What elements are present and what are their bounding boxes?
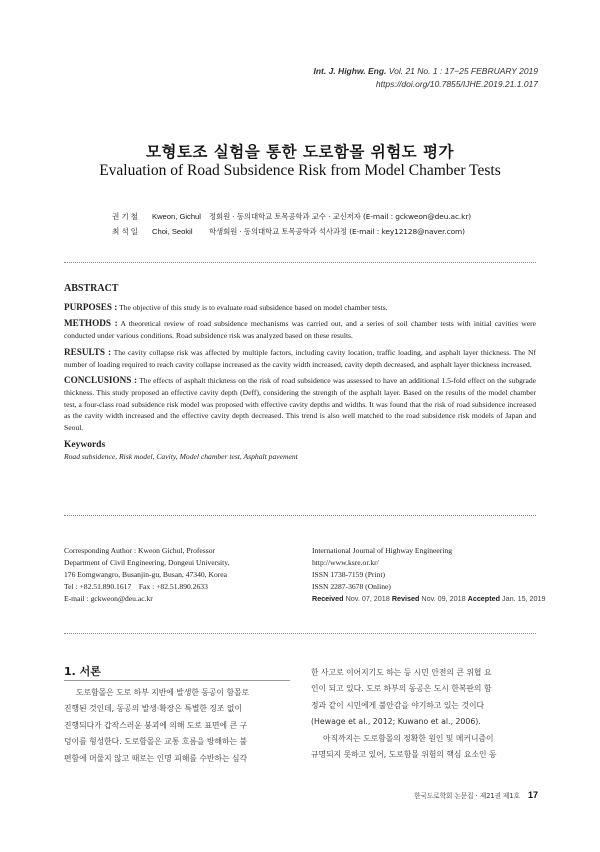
issn-print: ISSN 1738-7159 (Print) [312,570,385,579]
keywords-text: Road subsidence, Risk model, Cavity, Model chamber test, Asphalt pavement [64,452,298,462]
author-name-english: Kweon, Gichul [152,212,201,221]
methods-text: A theoretical review of road subsidence mechanisms was carried out, and a series of soil chamber tests with initial cavities were conducted under various conditions. Road subsidence risk was analyzed based on these results. [64,319,536,341]
body-line: 아직까지는 도로함몰의 정확한 원인 및 메커니즘이 [323,733,494,743]
journal-citation [314,66,539,76]
author-list [112,209,471,239]
body-line: 규명되지 못하고 있어, 도로함몰 위험의 핵심 요소인 동 [311,750,497,760]
journal-name: International Journal of Highway Engineering [312,546,453,555]
purposes-text: The objective of this study is to evaluate road subsidence based on model chamber tests. [119,302,388,312]
body-line: 편함에 머물지 않고 때로는 인명 피해를 수반하는 심각 [64,753,248,763]
journal-url[interactable]: http://www.ksre.or.kr/ [312,558,379,567]
conclusions-text: The effects of asphalt thickness on the risk of road subsidence was assessed to have an additional 1.5-fold effect on the subgrade thickness. This study proposed an effective cavity depth (Deff), considering the strength of the asphalt layer. Based on the results of the model chamber test, a four-class road subsidence risk model was proposed with effective cavity depths and widths. It was found that the risk of road subsidence increased as the cavity width increased and the effective cavity depth decreased. This trend is also well matched to the road subsidence risk models of Japan and Seoul. [64,376,536,433]
body-column-right [311,665,537,763]
section-heading: 1. 서론 [64,665,101,678]
received-label: Received [312,594,344,603]
body-line: 덩이를 형성한다. 도로함몰은 교통 흐름을 방해하는 불 [64,737,248,747]
title-english: Evaluation of Road Subsidence Risk from Model Chamber Tests [99,162,501,179]
corr-line: Tel : +82.51.890.1617 Fax : +82.51.890.2633 [64,582,208,591]
corr-line: 176 Eomgwangro, Busanjin-gu, Busan, 47340, Korea [64,570,228,579]
issn-online: ISSN 2287-3678 (Online) [312,582,391,591]
corresponding-author-block [64,545,229,605]
journal-info-block [312,545,546,605]
body-line: 한 사고로 이어지기도 하는 등 시민 안전의 큰 위협 요 [311,668,492,677]
page-footer [414,790,538,800]
body-line: 인이 되고 있다. 도로 하부의 동공은 도시 한복판의 함 [311,684,492,694]
abstract-purposes [64,302,536,314]
revised-label: Revised [391,594,420,603]
doi-link[interactable]: https://doi.org/10.7855/IJHE.2019.21.1.017 [375,79,538,89]
journal-abbrev: Int. J. Highw. Eng. [313,66,387,76]
author-row [112,209,471,224]
corr-email: E-mail : gckweon@deu.ac.kr [64,594,153,603]
results-text: The cavity collapse risk was affected by multiple factors, including cavity location, traffic loading, and asphalt layer thickness. The Nf number of loading required to reach cavity collapse increased as the cavity width increased, cavity depth decreased, and asphalt layer thickness increased. [64,347,536,369]
accepted-label: Accepted [467,594,500,603]
section-underline [64,680,290,681]
author-name-korean: 최석일 [112,227,141,236]
body-column-left [64,685,290,767]
divider [64,633,536,634]
author-affiliation: 정회원 · 동의대학교 토목공학과 교수 · 교신저자 (E-mail : gckweon@deu.ac.kr) [209,212,472,221]
methods-label: METHODS : [64,318,118,329]
accepted-date: Jan. 15, 2019 [501,594,546,603]
volume-info: Vol. 21 No. 1 : 17−25 FEBRUARY 2019 [388,66,538,76]
revised-date: Nov. 09, 2018 [421,594,466,603]
footer-journal: 한국도로학회 논문집 · 제21권 제1호 [414,792,520,800]
results-label: RESULTS : [64,346,112,357]
purposes-label: PURPOSES : [64,301,118,312]
divider [64,515,536,516]
abstract-conclusions [64,375,536,434]
body-line: 도로함몰은 도로 하부 지반에 발생한 동공이 함몰로 [76,688,250,697]
body-line: (Hewage et al., 2012; Kuwano et al., 2006). [311,717,481,727]
author-row [112,224,471,239]
abstract-results [64,347,536,370]
body-line: 정과 같이 시민에게 불안감을 야기하고 있는 것이다 [311,700,485,710]
conclusions-label: CONCLUSIONS : [64,375,138,386]
corr-line: Department of Civil Engineering, Dongeui University, [64,558,230,567]
page-number: 17 [527,790,538,800]
divider [64,262,536,263]
abstract-heading: ABSTRACT [64,283,119,294]
keywords-heading: Keywords [64,439,106,450]
submission-dates [312,593,546,605]
body-line: 진행되다가 갑작스러운 붕괴에 의해 도로 표면에 큰 구 [64,720,248,730]
author-name-korean: 권기철 [112,212,141,221]
author-name-english: Choi, Seokil [152,227,193,236]
abstract-methods [64,318,536,341]
title-korean: 모형토조 실험을 통한 도로함몰 위험도 평가 [146,143,454,161]
body-line: 진행된 것인데, 동공의 발생·확장은 특별한 징조 없이 [64,704,242,714]
abstract [64,283,536,463]
received-date: Nov. 07, 2018 [345,594,390,603]
author-affiliation: 학생회원 · 동의대학교 토목공학과 석사과정 (E-mail : key12128@naver.com) [209,227,465,236]
corr-line: Corresponding Author : Kweon Gichul, Professor [64,546,216,555]
